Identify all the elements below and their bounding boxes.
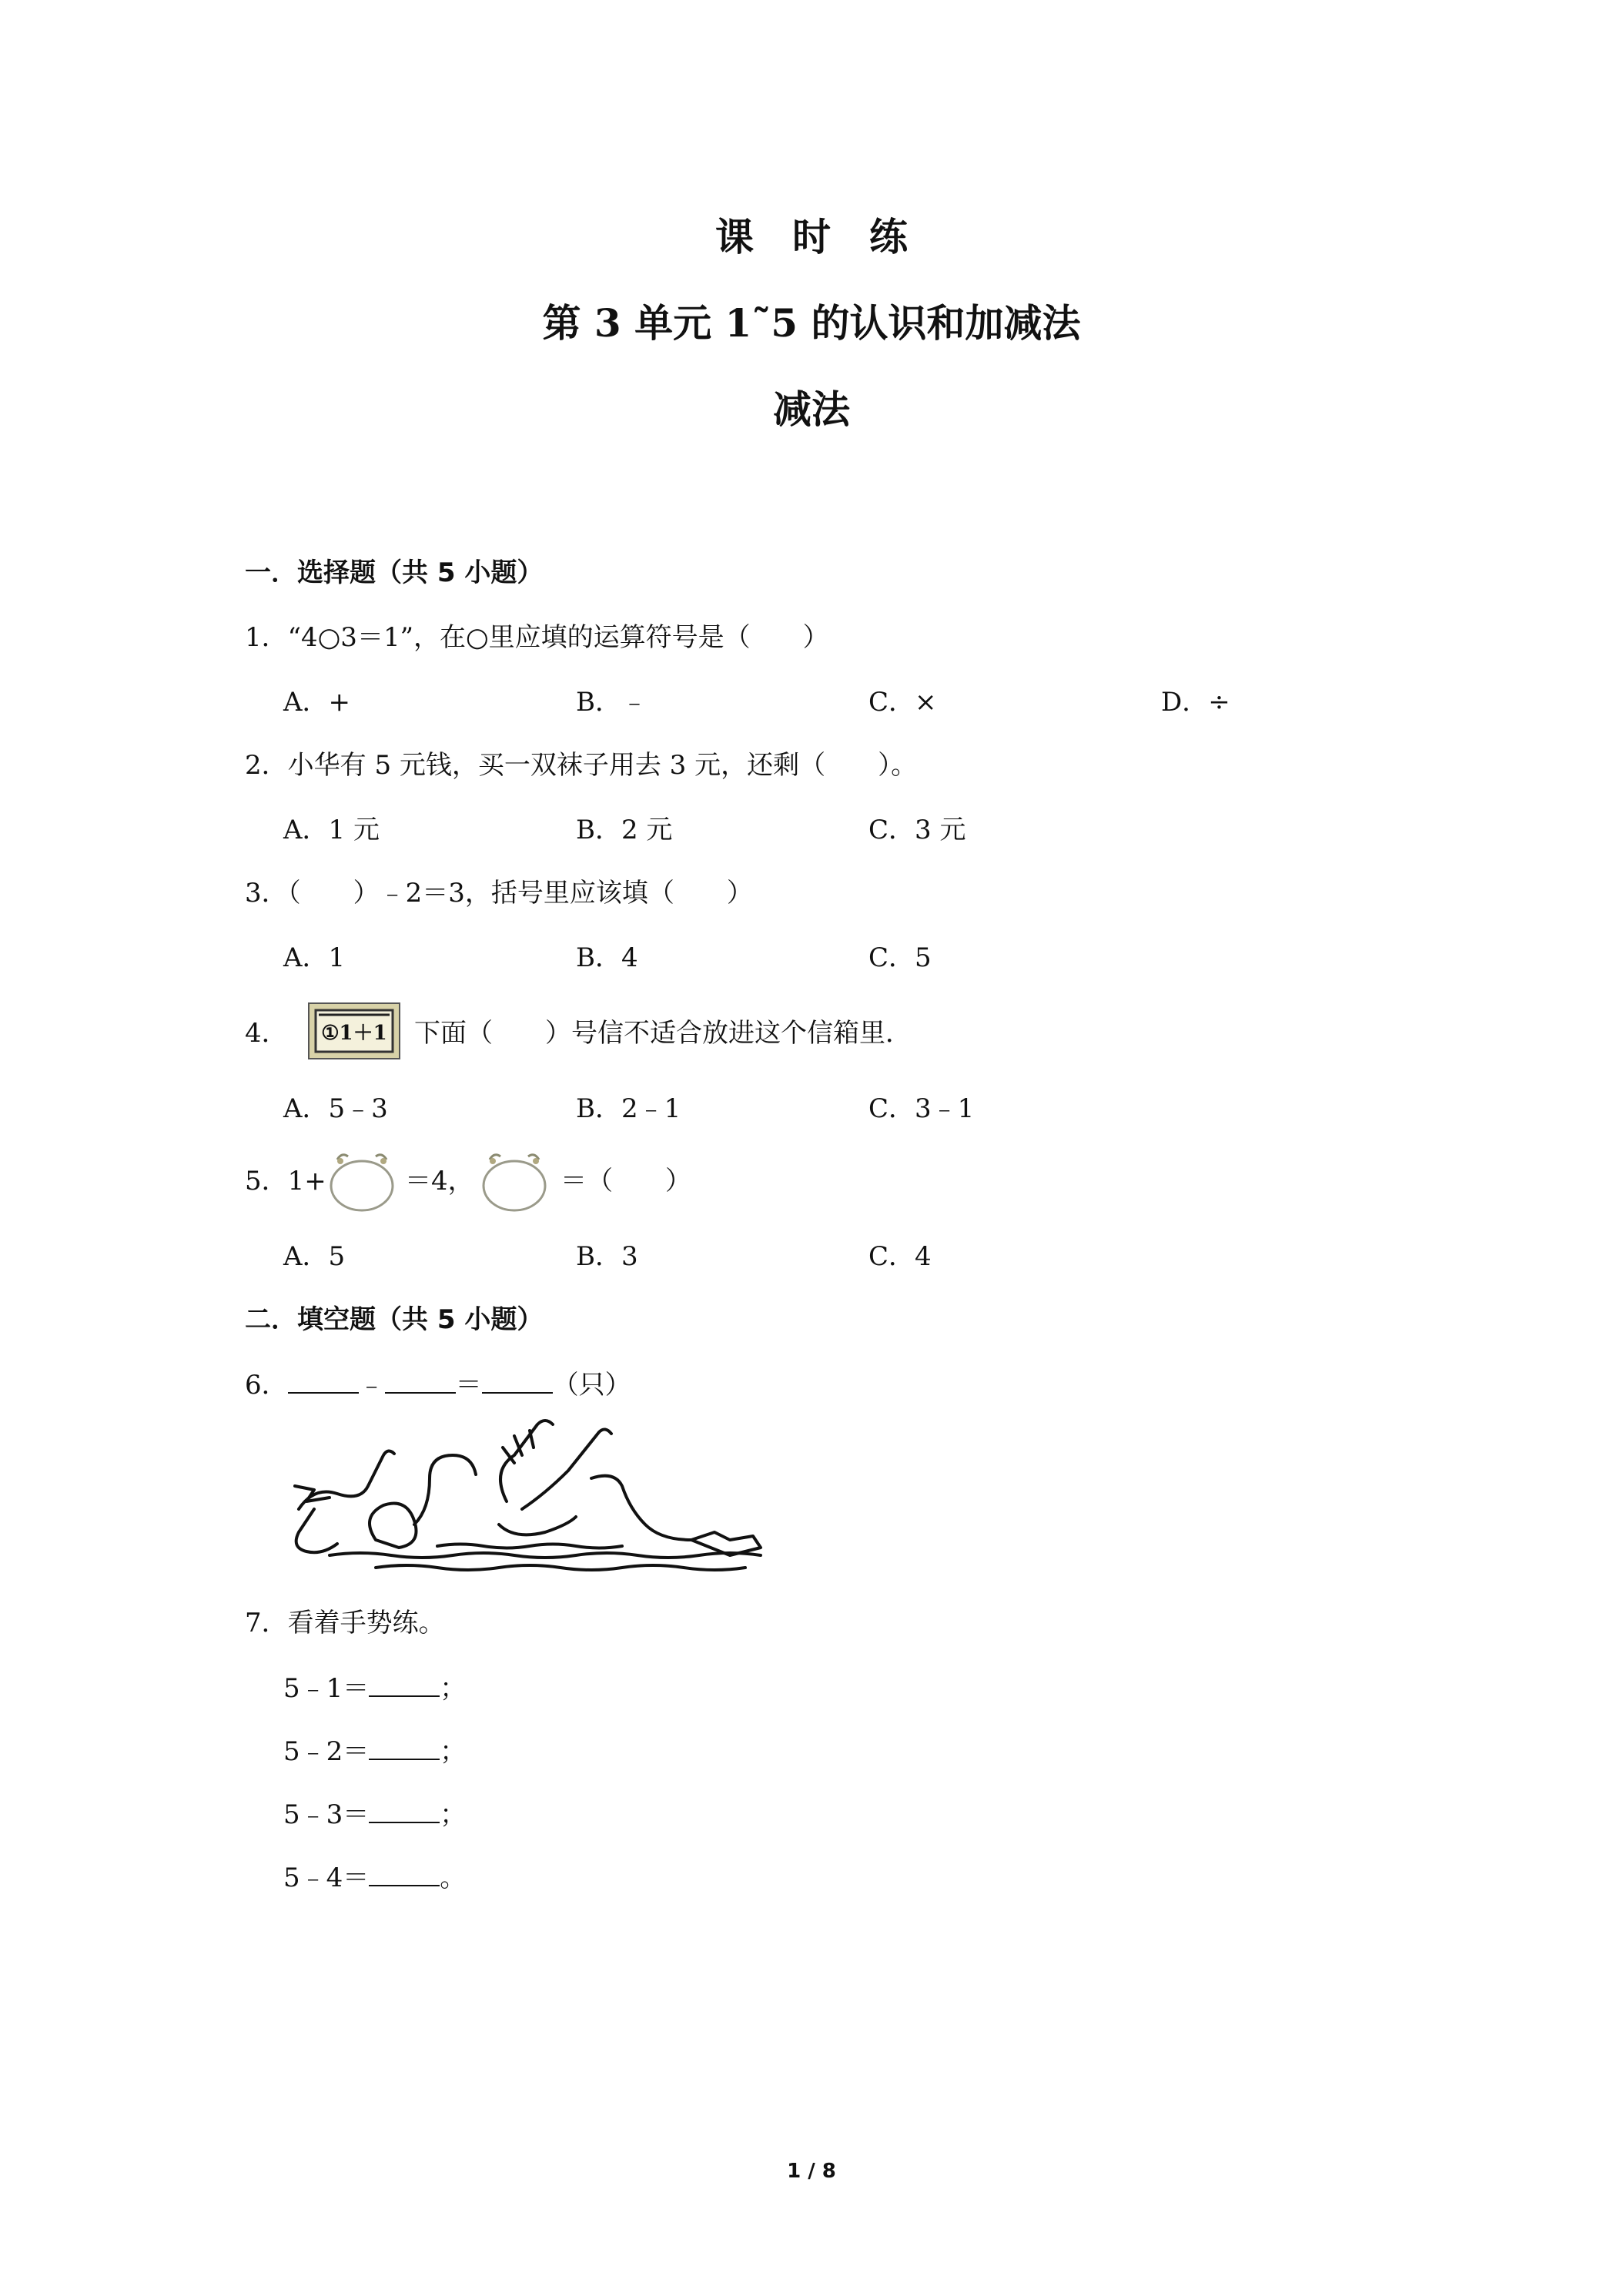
q7-blank-3[interactable]	[369, 1799, 440, 1823]
question-3-stem: 3．（ ）﹣2＝3，括号里应该填（ ）	[245, 878, 753, 909]
q5-option-c[interactable]: C．4	[868, 1241, 932, 1272]
q7-blank-4[interactable]	[369, 1862, 440, 1886]
question-4-number: 4．	[245, 1018, 288, 1049]
q1-option-c[interactable]: C．×	[868, 687, 937, 718]
q7-blank-1[interactable]	[369, 1672, 440, 1697]
q6-unit: （只）	[552, 1370, 631, 1401]
q6-blank-2[interactable]	[385, 1369, 456, 1394]
question-7-stem: 7．看着手势练。	[245, 1608, 445, 1638]
q6-blank-1[interactable]	[288, 1369, 359, 1394]
q1-option-a[interactable]: A．+	[283, 687, 351, 718]
q3-option-a[interactable]: A．1	[283, 942, 346, 973]
question-1-stem: 1．“4○3＝1”，在○里应填的运算符号是（ ）	[245, 622, 829, 653]
q6-number: 6．	[245, 1370, 288, 1401]
question-5-number: 5．1+	[245, 1166, 326, 1197]
title-unit: 第 3 单元 1˜5 的认识和加减法	[542, 300, 1081, 346]
q7-end-3: ；	[440, 1799, 467, 1830]
q2-option-b[interactable]: B．2 元	[576, 815, 673, 845]
q7-line-1	[283, 1672, 466, 1704]
q5-option-b[interactable]: B．3	[576, 1241, 638, 1272]
q4-option-c[interactable]: C．3﹣1	[868, 1093, 975, 1124]
necklace-image-1	[323, 1146, 400, 1217]
q1-option-b[interactable]: B．﹣	[576, 687, 648, 718]
q6-equals: ＝	[455, 1370, 482, 1401]
q7-end-2: ；	[440, 1736, 467, 1767]
question-5-mid: ＝4，	[405, 1166, 474, 1197]
q2-option-c[interactable]: C．3 元	[868, 815, 966, 845]
q3-option-c[interactable]: C．5	[868, 942, 932, 973]
geese-drawing	[283, 1417, 807, 1578]
question-6-line	[245, 1369, 631, 1401]
q1-option-d[interactable]: D．÷	[1161, 687, 1230, 718]
q7-expr-4: 5﹣4＝	[283, 1863, 370, 1893]
question-5-end: ＝（ ）	[561, 1166, 691, 1197]
question-4-stem: 下面（ ）号信不适合放进这个信箱里．	[414, 1018, 912, 1049]
title-lesson-practice: 课 时 练	[715, 214, 908, 259]
q7-expr-3: 5﹣3＝	[283, 1799, 370, 1830]
q6-minus: ﹣	[358, 1370, 385, 1401]
necklace-image-2	[476, 1146, 553, 1217]
page-number: 1 / 8	[787, 2160, 836, 2183]
q7-end-4: 。	[440, 1863, 467, 1893]
mailbox-label: ①1＋1	[321, 1022, 387, 1045]
q4-option-a[interactable]: A．5﹣3	[283, 1093, 388, 1124]
q5-option-a[interactable]: A．5	[283, 1241, 346, 1272]
q7-line-3	[283, 1799, 466, 1830]
q3-option-b[interactable]: B．4	[576, 942, 638, 973]
q2-option-a[interactable]: A．1 元	[283, 815, 380, 845]
q6-blank-3[interactable]	[482, 1369, 553, 1394]
q4-option-b[interactable]: B．2﹣1	[576, 1093, 681, 1124]
q7-expr-1: 5﹣1＝	[283, 1673, 370, 1704]
q7-blank-2[interactable]	[369, 1735, 440, 1760]
q7-expr-2: 5﹣2＝	[283, 1736, 370, 1767]
mailbox-image	[308, 1002, 400, 1059]
section-fill-heading: 二．填空题（共 5 小题）	[245, 1304, 544, 1335]
title-subtraction: 减法	[773, 387, 850, 432]
question-2-stem: 2．小华有 5 元钱，买一双袜子用去 3 元，还剩（ ）。	[245, 750, 918, 781]
q7-end-1: ；	[440, 1673, 467, 1704]
q7-line-2	[283, 1735, 466, 1767]
q7-line-4	[283, 1862, 466, 1893]
section-choice-heading: 一．选择题（共 5 小题）	[245, 557, 544, 588]
